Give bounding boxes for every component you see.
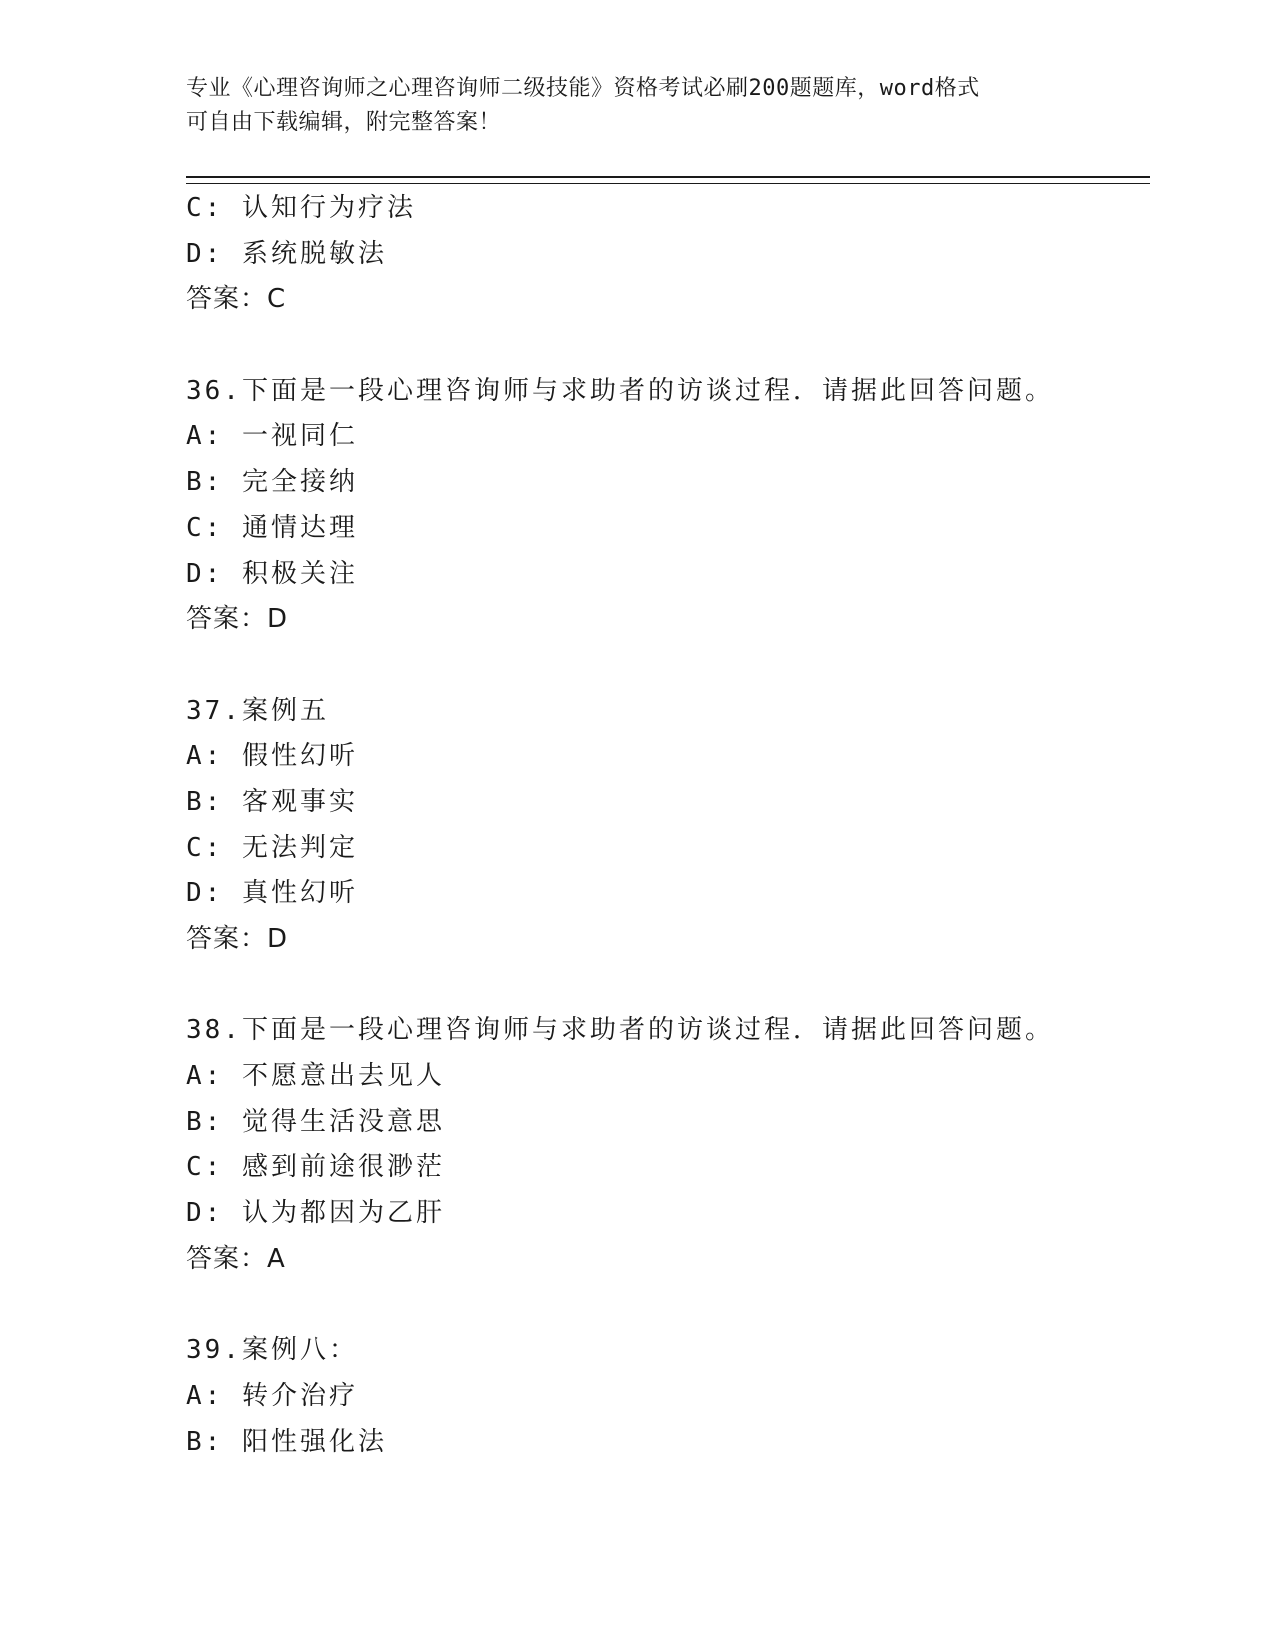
spacer xyxy=(186,643,1150,689)
header-line-2: 可自由下载编辑，附完整答案！ xyxy=(186,110,502,135)
option-d: D: 积极关注 xyxy=(186,558,358,589)
question-36 xyxy=(186,369,1150,643)
option-c: C: 感到前途很渺茫 xyxy=(186,1152,445,1183)
answer-line: 答案：D xyxy=(186,604,289,635)
question-stem: 39.案例八： xyxy=(186,1335,358,1366)
option-b: B: 阳性强化法 xyxy=(186,1426,387,1457)
document-header xyxy=(186,72,1066,140)
answer-line: 答案：C xyxy=(186,284,287,315)
option-a: A: 一视同仁 xyxy=(186,421,358,452)
question-stem: 38.下面是一段心理咨询师与求助者的访谈过程．请据此回答问题。 xyxy=(186,1015,1054,1046)
question-38 xyxy=(186,1008,1150,1282)
option-d: D: 真性幻听 xyxy=(186,878,358,909)
option-b: B: 觉得生活没意思 xyxy=(186,1106,445,1137)
option-c: C: 认知行为疗法 xyxy=(186,193,416,223)
spacer xyxy=(186,963,1150,1009)
option-a: A: 假性幻听 xyxy=(186,741,358,772)
spacer xyxy=(186,1283,1150,1329)
option-d: D: 认为都因为乙肝 xyxy=(186,1198,445,1229)
question-35-fragment xyxy=(186,186,1150,323)
spacer xyxy=(186,323,1150,369)
option-b: B: 完全接纳 xyxy=(186,467,358,498)
question-list xyxy=(186,186,1150,1465)
option-a: A: 不愿意出去见人 xyxy=(186,1061,445,1092)
option-a: A: 转介治疗 xyxy=(186,1380,358,1411)
header-divider xyxy=(186,176,1150,184)
header-line-1: 专业《心理咨询师之心理咨询师二级技能》资格考试必刷200题题库，word格式 xyxy=(186,76,980,101)
option-d: D: 系统脱敏法 xyxy=(186,238,387,269)
question-39 xyxy=(186,1328,1150,1465)
answer-line: 答案：D xyxy=(186,924,289,954)
question-stem: 36.下面是一段心理咨询师与求助者的访谈过程．请据此回答问题。 xyxy=(186,375,1054,406)
question-37 xyxy=(186,689,1150,963)
question-stem: 37.案例五 xyxy=(186,695,329,726)
answer-line: 答案：A xyxy=(186,1243,286,1274)
option-c: C: 通情达理 xyxy=(186,512,358,543)
option-c: C: 无法判定 xyxy=(186,832,358,863)
option-b: B: 客观事实 xyxy=(186,786,358,817)
